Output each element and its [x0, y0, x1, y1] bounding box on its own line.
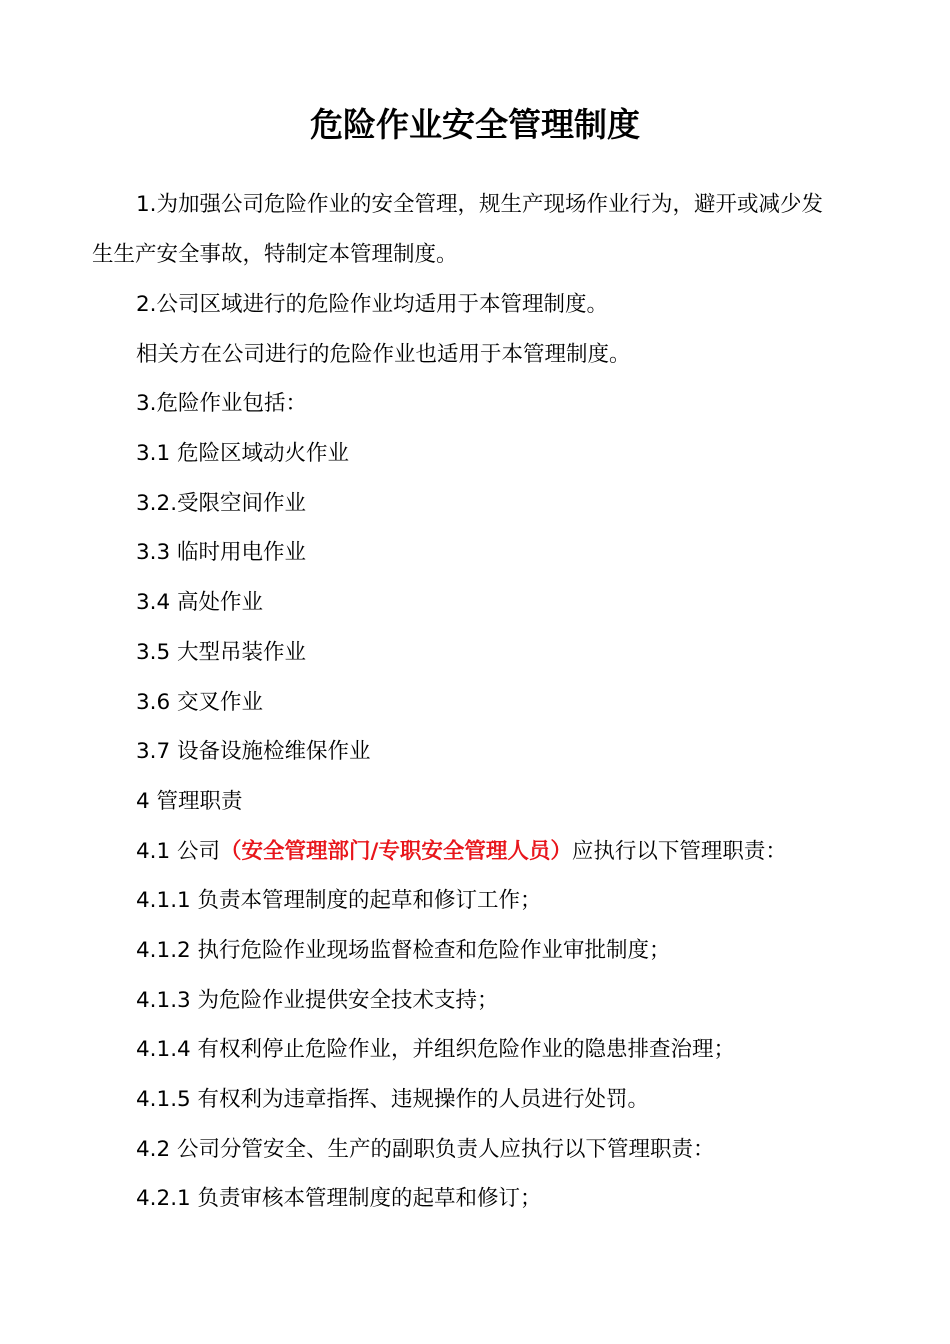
paragraph-1: 1.为加强公司危险作业的安全管理，规生产现场作业行为，避开或减少发	[136, 192, 824, 217]
section-4-heading: 4 管理职责	[136, 789, 243, 814]
item-4-1	[136, 837, 787, 867]
item-4-2: 4.2 公司分管安全、生产的副职负责人应执行以下管理职责：	[136, 1137, 715, 1162]
paragraph-1-continued: 生生产安全事故，特制定本管理制度。	[92, 242, 458, 267]
item-3-3: 3.3 临时用电作业	[136, 540, 307, 565]
paragraph-3: 3.危险作业包括：	[136, 391, 308, 416]
item-3-1: 3.1 危险区域动火作业	[136, 441, 350, 466]
item-4-1-1: 4.1.1 负责本管理制度的起草和修订工作；	[136, 888, 542, 913]
item-4-2-1: 4.2.1 负责审核本管理制度的起草和修订；	[136, 1186, 542, 1211]
item-4-1-suffix: 应执行以下管理职责：	[571, 839, 787, 864]
item-3-2: 3.2.受限空间作业	[136, 491, 307, 516]
item-3-4: 3.4 高处作业	[136, 590, 264, 615]
item-4-1-prefix: 4.1 公司	[136, 839, 221, 864]
item-4-1-5: 4.1.5 有权利为违章指挥、违规操作的人员进行处罚。	[136, 1087, 650, 1112]
item-4-1-3: 4.1.3 为危险作业提供安全技术支持；	[136, 988, 499, 1013]
paragraph-2-related: 相关方在公司进行的危险作业也适用于本管理制度。	[136, 342, 631, 367]
item-4-1-4: 4.1.4 有权利停止危险作业，并组织危险作业的隐患排查治理；	[136, 1037, 736, 1062]
item-4-1-2: 4.1.2 执行危险作业现场监督检查和危险作业审批制度；	[136, 938, 671, 963]
document-title: 危险作业安全管理制度	[310, 105, 640, 144]
item-3-7: 3.7 设备设施检维保作业	[136, 739, 371, 764]
item-3-6: 3.6 交叉作业	[136, 690, 264, 715]
paragraph-2: 2.公司区域进行的危险作业均适用于本管理制度。	[136, 292, 609, 317]
item-3-5: 3.5 大型吊装作业	[136, 640, 307, 665]
item-4-1-highlight: （安全管理部门/专职安全管理人员）	[220, 839, 572, 864]
